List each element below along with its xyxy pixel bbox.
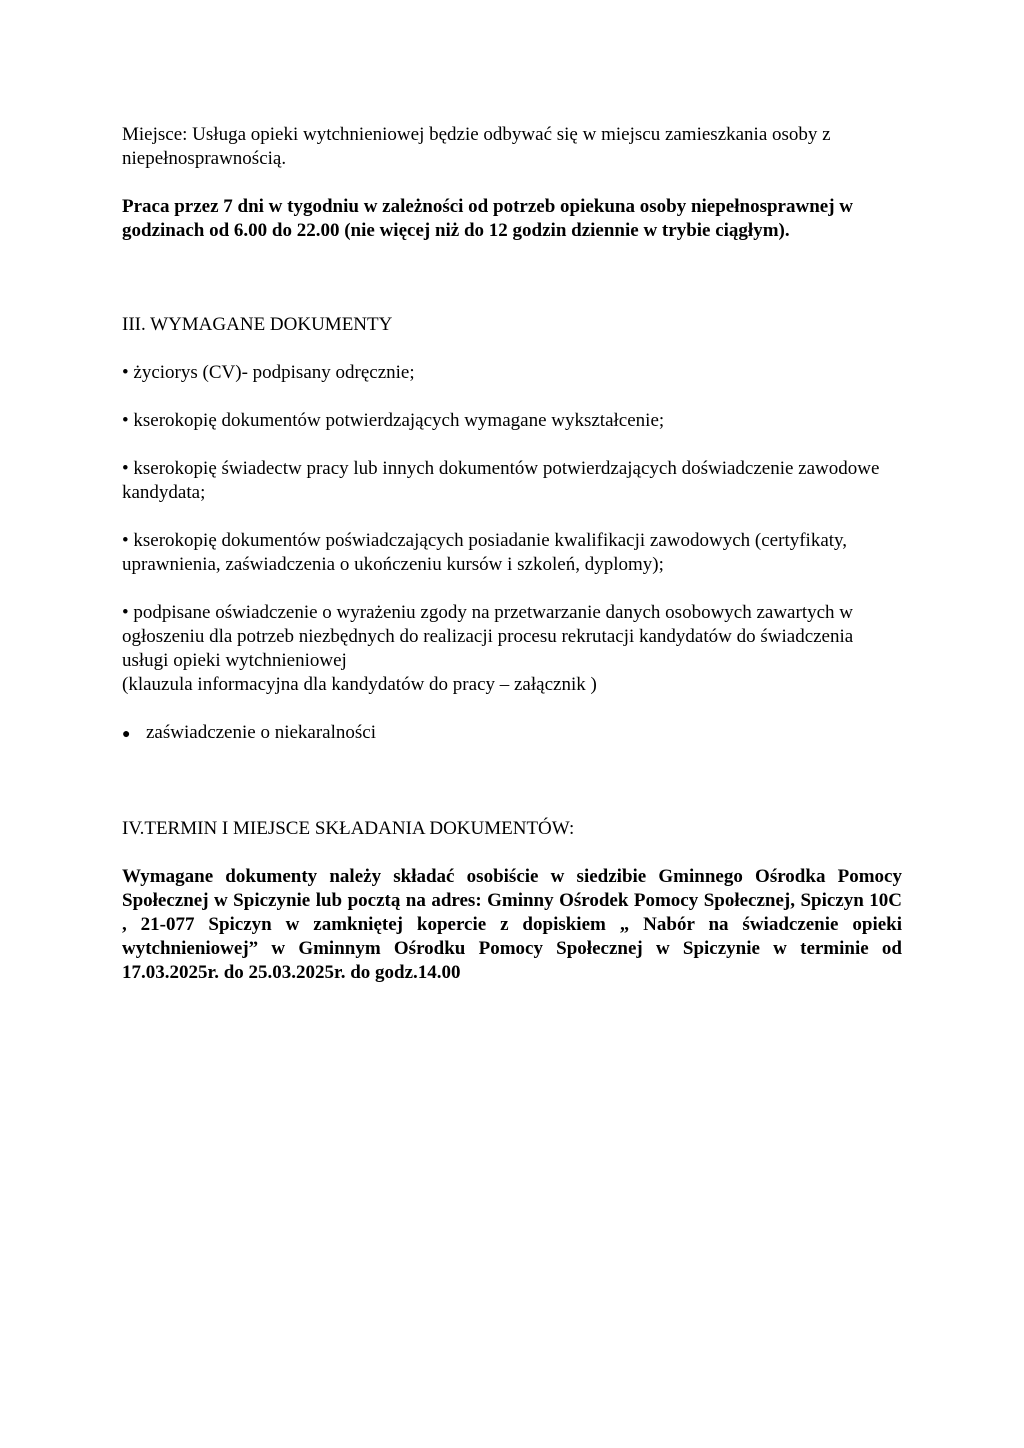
document-item-criminal-record [122,721,902,747]
section-4-heading: IV.TERMIN I MIEJSCE SKŁADANIA DOKUMENTÓW: [122,818,575,839]
document-item-education: • kserokopię dokumentów potwierdzających wymagane wykształcenie; [122,410,665,431]
work-hours-paragraph: Praca przez 7 dni w tygodniu w zależności od potrzeb opiekuna osoby niepełnosprawnej w godzinach od 6.00 do 22.00 (nie więcej niż do 12 godzin dziennie w trybie ciągłym). [122,196,853,241]
consent-note: (klauzula informacyjna dla kandydatów do pracy – załącznik ) [122,674,597,695]
section-3-heading: III. WYMAGANE DOKUMENTY [122,314,393,335]
document-item-qualifications: • kserokopię dokumentów poświadczających posiadanie kwalifikacji zawodowych (certyfikaty, uprawnienia, zaświadczenia o ukończeniu kursów i szkoleń, dyplomy); [122,530,848,575]
place-paragraph: Miejsce: Usługa opieki wytchnieniowej będzie odbywać się w miejscu zamieszkania osoby z niepełnosprawnością. [122,124,831,169]
document-item-consent: • podpisane oświadczenie o wyrażeniu zgody na przetwarzanie danych osobowych zawartych w ogłoszeniu dla potrzeb niezbędnych do realizacji procesu rekrutacji kandydatów do świadczenia usługi opieki wytchnieniowej [122,602,854,671]
document-item-work-certificates: • kserokopię świadectw pracy lub innych dokumentów potwierdzających doświadczenie zawodowe kandydata; [122,458,880,503]
criminal-record-label: zaświadczenie o niekaralności [146,722,376,743]
document-item-cv: • życiorys (CV)- podpisany odręcznie; [122,362,415,383]
submission-paragraph: Wymagane dokumenty należy składać osobiście w siedzibie Gminnego Ośrodka Pomocy Społecznej w Spiczynie lub pocztą na adres: Gminny Ośrodek Pomocy Społecznej, Spiczyn 10C , 21-077 Spiczyn w zamkniętej kopercie z dopiskiem „ Nabór na świadczenie opieki wytchnieniowej” w Gminnym Ośrodku Pomocy Społecznej w Spiczynie w terminie od 17.03.2025r. do 25.03.2025r. do godz.14.00 [122,866,902,983]
document-body [122,123,902,985]
bullet-icon: ● [122,727,131,742]
